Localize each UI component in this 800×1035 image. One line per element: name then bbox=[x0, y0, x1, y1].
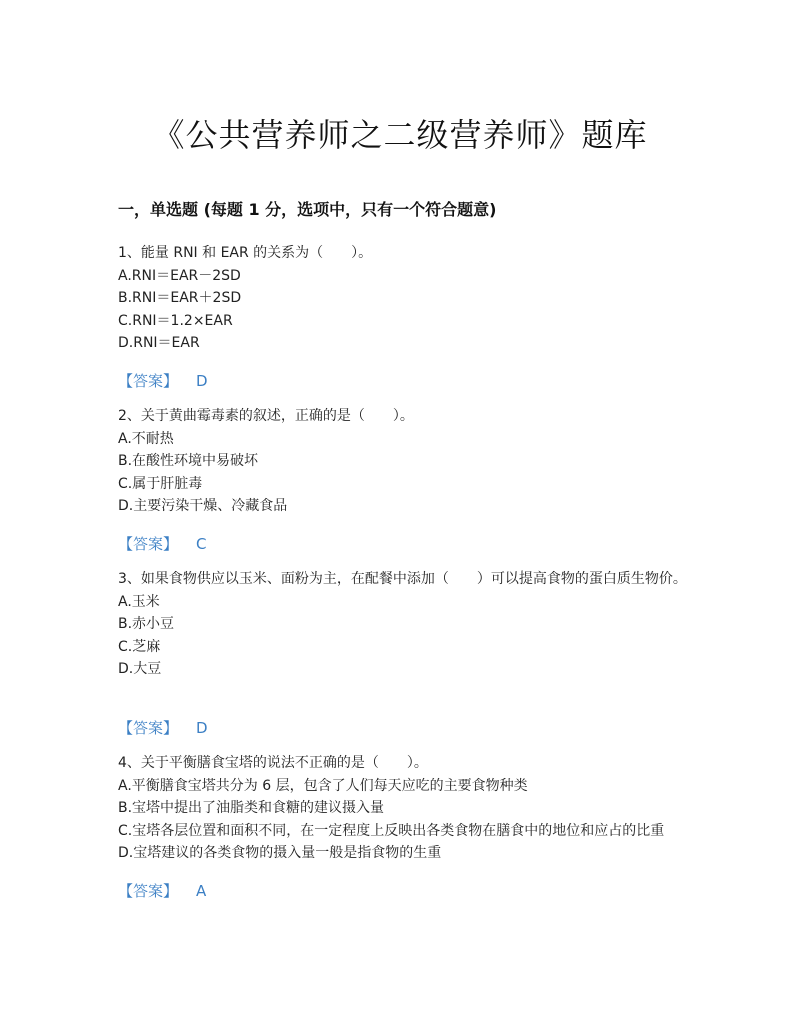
answer-value: D bbox=[196, 372, 208, 390]
option-d: D.RNI＝EAR bbox=[118, 335, 200, 351]
option-a: A.不耐热 bbox=[118, 430, 174, 447]
option-c: C.芝麻 bbox=[118, 638, 161, 655]
question-3 bbox=[118, 568, 688, 681]
answer-1 bbox=[118, 370, 208, 391]
option-a: A.RNI＝EAR－2SD bbox=[118, 267, 241, 284]
question-stem: 4、关于平衡膳食宝塔的说法不正确的是（ ）。 bbox=[118, 755, 428, 771]
question-stem: 1、能量 RNI 和 EAR 的关系为（ ）。 bbox=[118, 245, 373, 261]
answer-label: 【答案】 bbox=[118, 372, 179, 390]
question-2 bbox=[118, 405, 688, 518]
option-b: B.RNI＝EAR＋2SD bbox=[118, 290, 242, 306]
option-d: D.主要污染干燥、冷藏食品 bbox=[118, 498, 288, 514]
answer-value: D bbox=[196, 719, 208, 737]
option-d: D.大豆 bbox=[118, 661, 162, 677]
answer-value: A bbox=[196, 882, 207, 900]
answer-4 bbox=[118, 880, 206, 901]
question-stem: 3、如果食物供应以玉米、面粉为主，在配餐中添加（ ）可以提高食物的蛋白质生物价。 bbox=[118, 571, 687, 587]
option-c: C.RNI＝1.2×EAR bbox=[118, 312, 233, 329]
section-heading: 一，单选题 (每题 1 分，选项中，只有一个符合题意) bbox=[118, 200, 497, 219]
option-c: C.属于肝脏毒 bbox=[118, 475, 203, 492]
answer-2 bbox=[118, 533, 207, 554]
question-1 bbox=[118, 242, 688, 355]
option-a: A.玉米 bbox=[118, 593, 160, 610]
page-title: 《公共营养师之二级营养师》题库 bbox=[152, 116, 648, 154]
answer-label: 【答案】 bbox=[118, 882, 179, 900]
question-stem: 2、关于黄曲霉毒素的叙述，正确的是（ ）。 bbox=[118, 408, 414, 424]
option-d: D.宝塔建议的各类食物的摄入量一般是指食物的生重 bbox=[118, 845, 442, 861]
option-b: B.赤小豆 bbox=[118, 616, 175, 632]
answer-label: 【答案】 bbox=[118, 535, 179, 553]
answer-value: C bbox=[196, 535, 207, 553]
option-c: C.宝塔各层位置和面积不同，在一定程度上反映出各类食物在膳食中的地位和应占的比重 bbox=[118, 822, 665, 839]
question-4 bbox=[118, 752, 688, 865]
option-b: B.宝塔中提出了油脂类和食糖的建议摄入量 bbox=[118, 800, 385, 816]
answer-3 bbox=[118, 717, 208, 738]
answer-label: 【答案】 bbox=[118, 719, 179, 737]
option-b: B.在酸性环境中易破坏 bbox=[118, 453, 259, 469]
option-a: A.平衡膳食宝塔共分为 6 层，包含了人们每天应吃的主要食物种类 bbox=[118, 777, 528, 794]
